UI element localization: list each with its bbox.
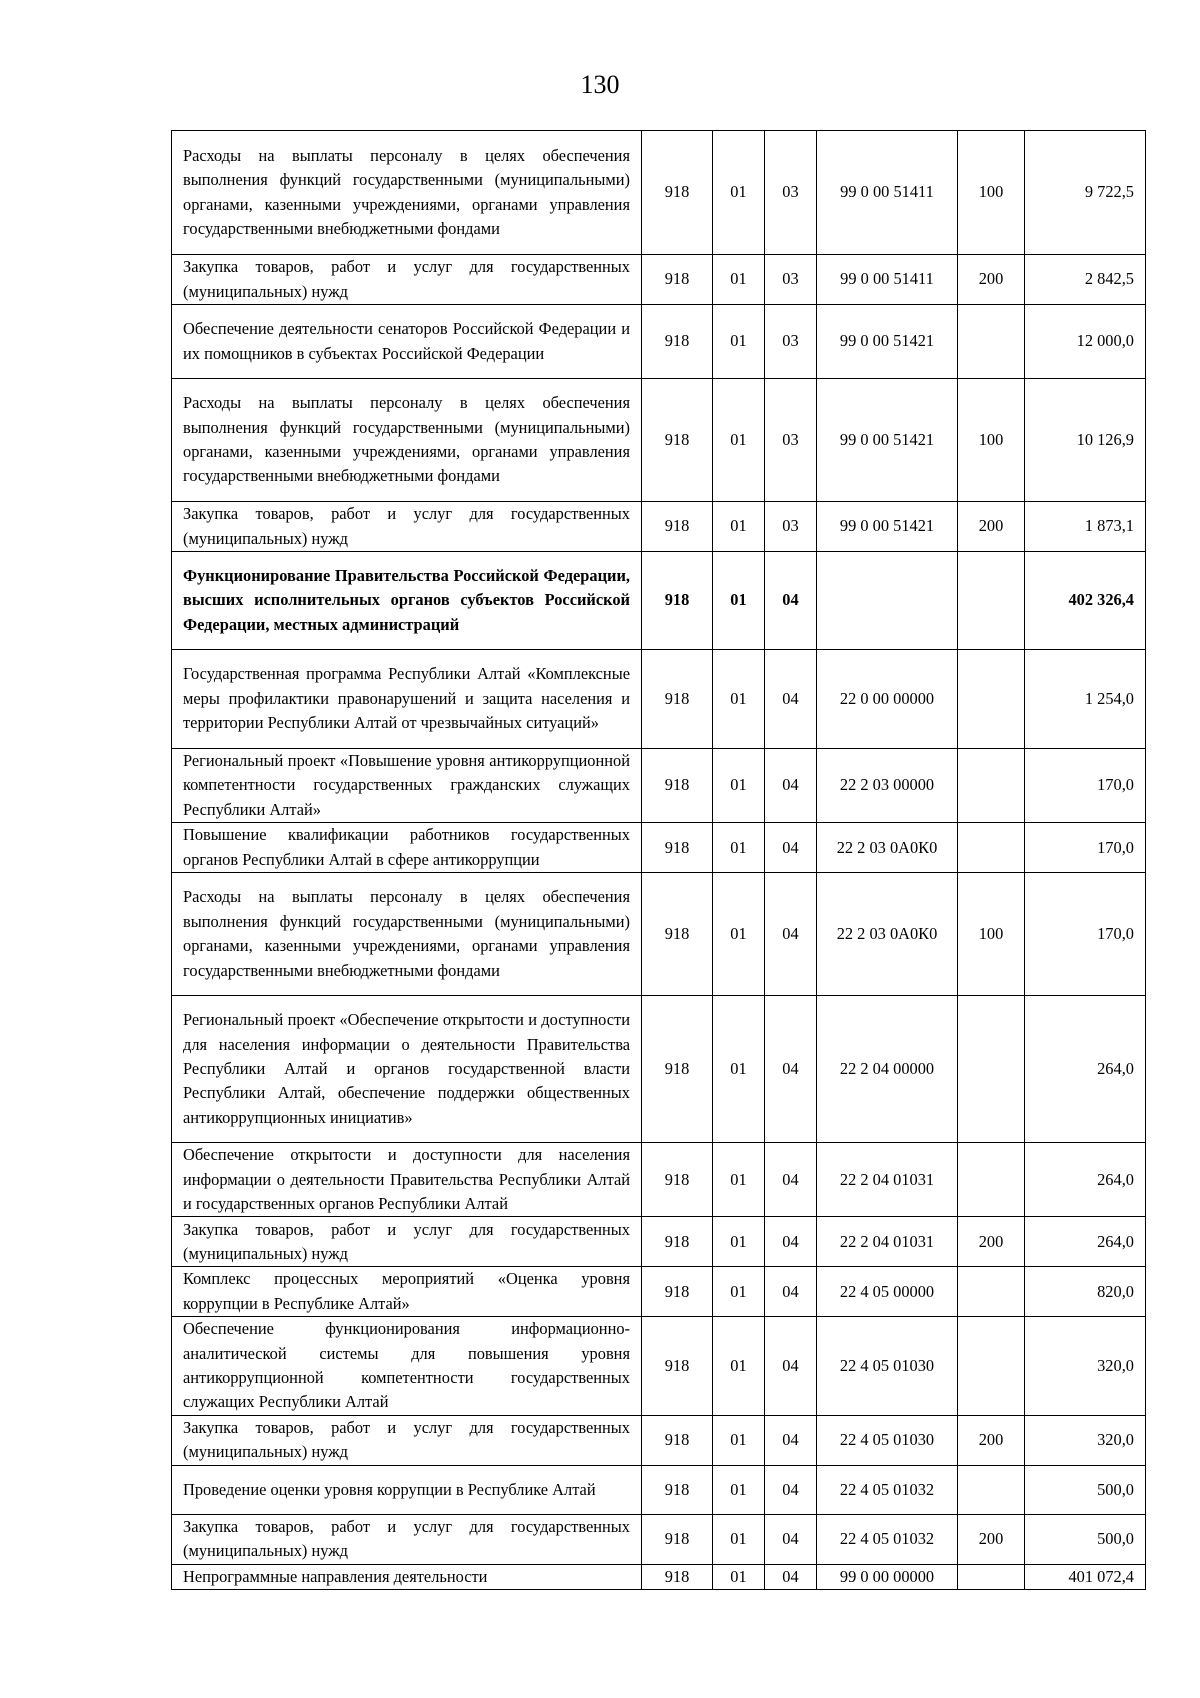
row-expense-type-cell [958,749,1025,823]
row-ved-cell: 918 [642,1514,713,1564]
row-section-cell: 01 [713,502,765,552]
row-section-cell: 01 [713,131,765,255]
row-ved-cell: 918 [642,749,713,823]
table-row [172,502,1146,552]
row-subsection-cell: 03 [765,379,817,502]
row-expense-type-cell [958,305,1025,379]
row-subsection-cell: 04 [765,1415,817,1465]
row-name-cell: Закупка товаров, работ и услуг для государственных (муниципальных) нужд [172,1415,642,1465]
row-section-cell: 01 [713,552,765,650]
row-ved-cell: 918 [642,1465,713,1514]
row-section-cell: 01 [713,1564,765,1589]
row-section-cell: 01 [713,255,765,305]
row-ved-cell: 918 [642,1267,713,1317]
row-expense-type-cell [958,996,1025,1143]
row-amount-cell: 820,0 [1025,1267,1146,1317]
row-section-cell: 01 [713,1317,765,1416]
row-ved-cell: 918 [642,1415,713,1465]
row-amount-cell: 264,0 [1025,1143,1146,1217]
table-row [172,1564,1146,1589]
row-target-article-cell: 99 0 00 51421 [817,502,958,552]
row-target-article-cell: 22 4 05 01030 [817,1415,958,1465]
row-subsection-cell: 04 [765,1143,817,1217]
row-expense-type-cell [958,1143,1025,1217]
row-subsection-cell: 04 [765,1267,817,1317]
row-subsection-cell: 03 [765,502,817,552]
row-amount-cell: 320,0 [1025,1317,1146,1416]
row-expense-type-cell [958,552,1025,650]
row-amount-cell: 170,0 [1025,823,1146,873]
row-target-article-cell: 99 0 00 51411 [817,131,958,255]
row-ved-cell: 918 [642,1564,713,1589]
row-subsection-cell: 04 [765,1465,817,1514]
table-row [172,1514,1146,1564]
row-section-cell: 01 [713,823,765,873]
row-expense-type-cell [958,1465,1025,1514]
table-row [172,1217,1146,1267]
row-amount-cell: 12 000,0 [1025,305,1146,379]
row-section-cell: 01 [713,1514,765,1564]
row-target-article-cell: 22 2 04 01031 [817,1143,958,1217]
row-name-cell: Непрограммные направления деятельности [172,1564,642,1589]
row-name-cell: Закупка товаров, работ и услуг для государственных (муниципальных) нужд [172,1514,642,1564]
table-row [172,305,1146,379]
row-amount-cell: 170,0 [1025,873,1146,996]
row-expense-type-cell: 100 [958,379,1025,502]
row-target-article-cell [817,552,958,650]
row-subsection-cell: 04 [765,650,817,749]
row-target-article-cell: 22 0 00 00000 [817,650,958,749]
row-expense-type-cell: 200 [958,1217,1025,1267]
row-name-cell: Региональный проект «Обеспечение открытости и доступности для населения информации о деятельности Правительства Республики Алтай и органов государственной власти Республики Алтай, обеспечение поддержки общественных антикоррупционных инициатив» [172,996,642,1143]
row-name-cell: Функционирование Правительства Российской Федерации, высших исполнительных органов субъектов Российской Федерации, местных администраций [172,552,642,650]
row-section-cell: 01 [713,749,765,823]
row-name-cell: Обеспечение функционирования информационно-аналитической системы для повышения уровня антикоррупционной компетентности государственных служащих Республики Алтай [172,1317,642,1416]
row-name-cell: Расходы на выплаты персоналу в целях обеспечения выполнения функций государственными (муниципальными) органами, казенными учреждениями, органами управления государственными внебюджетными фондами [172,379,642,502]
row-amount-cell: 500,0 [1025,1514,1146,1564]
table-row [172,1143,1146,1217]
table-row [172,255,1146,305]
row-ved-cell: 918 [642,255,713,305]
row-target-article-cell: 99 0 00 51421 [817,305,958,379]
row-expense-type-cell [958,823,1025,873]
row-section-cell: 01 [713,379,765,502]
row-expense-type-cell: 100 [958,131,1025,255]
row-name-cell: Расходы на выплаты персоналу в целях обеспечения выполнения функций государственными (муниципальными) органами, казенными учреждениями, органами управления государственными внебюджетными фондами [172,131,642,255]
row-subsection-cell: 04 [765,873,817,996]
row-subsection-cell: 03 [765,255,817,305]
row-subsection-cell: 04 [765,1217,817,1267]
row-ved-cell: 918 [642,379,713,502]
row-expense-type-cell: 200 [958,1514,1025,1564]
row-name-cell: Обеспечение открытости и доступности для населения информации о деятельности Правительства Республики Алтай и государственных органов Республики Алтай [172,1143,642,1217]
table-row [172,749,1146,823]
row-subsection-cell: 04 [765,1317,817,1416]
row-name-cell: Проведение оценки уровня коррупции в Республике Алтай [172,1465,642,1514]
row-name-cell: Повышение квалификации работников государственных органов Республики Алтай в сфере антикоррупции [172,823,642,873]
row-section-cell: 01 [713,1415,765,1465]
row-ved-cell: 918 [642,502,713,552]
row-ved-cell: 918 [642,823,713,873]
row-amount-cell: 1 873,1 [1025,502,1146,552]
row-amount-cell: 401 072,4 [1025,1564,1146,1589]
page-number: 130 [580,70,620,99]
row-name-cell: Закупка товаров, работ и услуг для государственных (муниципальных) нужд [172,255,642,305]
row-section-cell: 01 [713,1143,765,1217]
table-row [172,131,1146,255]
row-section-cell: 01 [713,996,765,1143]
row-target-article-cell: 22 2 03 00000 [817,749,958,823]
row-expense-type-cell [958,650,1025,749]
row-expense-type-cell [958,1317,1025,1416]
row-ved-cell: 918 [642,873,713,996]
row-name-cell: Комплекс процессных мероприятий «Оценка уровня коррупции в Республике Алтай» [172,1267,642,1317]
table-row [172,650,1146,749]
table-row [172,873,1146,996]
row-target-article-cell: 99 0 00 00000 [817,1564,958,1589]
budget-table [171,130,1146,1590]
table-row [172,379,1146,502]
row-section-cell: 01 [713,1267,765,1317]
row-target-article-cell: 22 2 04 00000 [817,996,958,1143]
table-row [172,823,1146,873]
row-expense-type-cell: 200 [958,255,1025,305]
row-amount-cell: 170,0 [1025,749,1146,823]
row-name-cell: Региональный проект «Повышение уровня антикоррупционной компетентности государственных гражданских служащих Республики Алтай» [172,749,642,823]
row-amount-cell: 10 126,9 [1025,379,1146,502]
row-section-cell: 01 [713,873,765,996]
row-expense-type-cell: 200 [958,1415,1025,1465]
table-row [172,1317,1146,1416]
row-subsection-cell: 03 [765,305,817,379]
row-section-cell: 01 [713,1465,765,1514]
row-target-article-cell: 22 4 05 01032 [817,1465,958,1514]
row-ved-cell: 918 [642,552,713,650]
row-expense-type-cell [958,1564,1025,1589]
row-name-cell: Обеспечение деятельности сенаторов Российской Федерации и их помощников в субъектах Российской Федерации [172,305,642,379]
row-section-cell: 01 [713,305,765,379]
row-amount-cell: 402 326,4 [1025,552,1146,650]
row-expense-type-cell: 200 [958,502,1025,552]
row-subsection-cell: 04 [765,552,817,650]
row-subsection-cell: 04 [765,1514,817,1564]
row-amount-cell: 264,0 [1025,996,1146,1143]
row-ved-cell: 918 [642,131,713,255]
row-subsection-cell: 04 [765,823,817,873]
row-subsection-cell: 04 [765,1564,817,1589]
row-target-article-cell: 22 4 05 01030 [817,1317,958,1416]
row-name-cell: Закупка товаров, работ и услуг для государственных (муниципальных) нужд [172,1217,642,1267]
row-ved-cell: 918 [642,650,713,749]
row-name-cell: Расходы на выплаты персоналу в целях обеспечения выполнения функций государственными (муниципальными) органами, казенными учреждениями, органами управления государственными внебюджетными фондами [172,873,642,996]
row-ved-cell: 918 [642,1217,713,1267]
row-amount-cell: 500,0 [1025,1465,1146,1514]
row-expense-type-cell: 100 [958,873,1025,996]
row-section-cell: 01 [713,1217,765,1267]
row-name-cell: Закупка товаров, работ и услуг для государственных (муниципальных) нужд [172,502,642,552]
row-amount-cell: 1 254,0 [1025,650,1146,749]
row-target-article-cell: 22 2 04 01031 [817,1217,958,1267]
row-amount-cell: 264,0 [1025,1217,1146,1267]
row-expense-type-cell [958,1267,1025,1317]
row-ved-cell: 918 [642,305,713,379]
row-target-article-cell: 22 4 05 00000 [817,1267,958,1317]
table-row [172,996,1146,1143]
row-target-article-cell: 22 2 03 0А0К0 [817,873,958,996]
row-ved-cell: 918 [642,1317,713,1416]
table-row [172,1267,1146,1317]
row-subsection-cell: 03 [765,131,817,255]
row-ved-cell: 918 [642,996,713,1143]
table-row [172,1465,1146,1514]
row-amount-cell: 9 722,5 [1025,131,1146,255]
row-section-cell: 01 [713,650,765,749]
table-row [172,552,1146,650]
row-target-article-cell: 22 4 05 01032 [817,1514,958,1564]
row-amount-cell: 320,0 [1025,1415,1146,1465]
row-amount-cell: 2 842,5 [1025,255,1146,305]
row-name-cell: Государственная программа Республики Алтай «Комплексные меры профилактики правонарушений и защита населения и территории Республики Алтай от чрезвычайных ситуаций» [172,650,642,749]
row-target-article-cell: 99 0 00 51411 [817,255,958,305]
table-row [172,1415,1146,1465]
row-target-article-cell: 22 2 03 0А0К0 [817,823,958,873]
row-subsection-cell: 04 [765,749,817,823]
row-subsection-cell: 04 [765,996,817,1143]
row-ved-cell: 918 [642,1143,713,1217]
row-target-article-cell: 99 0 00 51421 [817,379,958,502]
